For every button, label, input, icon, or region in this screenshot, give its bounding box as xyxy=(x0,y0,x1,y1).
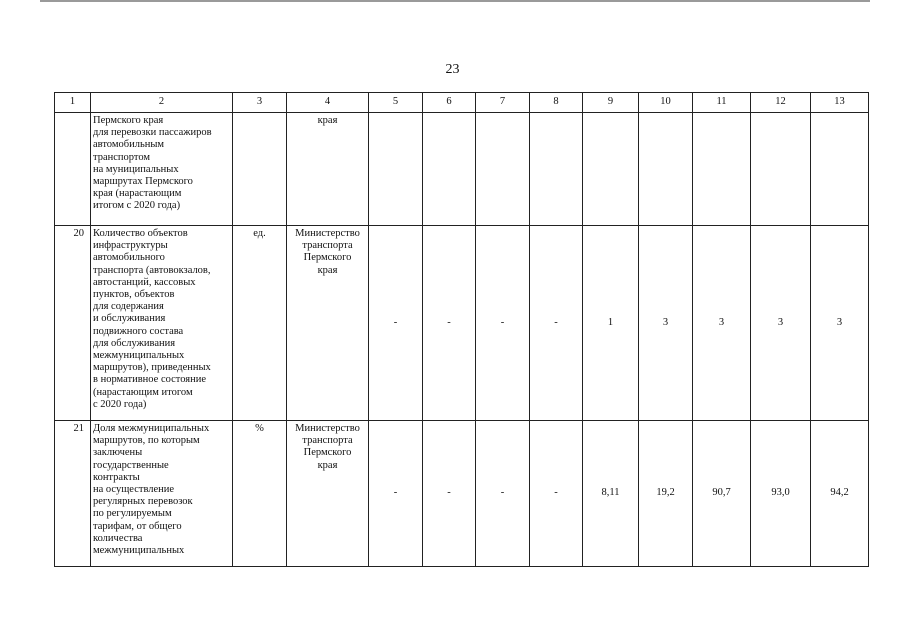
value-cell: 3 xyxy=(751,226,811,421)
value-cell xyxy=(811,113,869,226)
value-cell xyxy=(639,113,693,226)
table-row xyxy=(55,421,869,567)
header-cell: 11 xyxy=(693,93,751,113)
value-cell: - xyxy=(476,226,530,421)
value-cell: 1 xyxy=(583,226,639,421)
value-cell xyxy=(693,113,751,226)
value-cell xyxy=(530,113,583,226)
responsible-org: Министерство транспорта Пермского края xyxy=(287,421,369,567)
unit-cell: % xyxy=(233,421,287,567)
value-cell: 3 xyxy=(693,226,751,421)
indicator-name: Доля межмуниципальных маршрутов, по которым заключены государственные контракты на осуществление регулярных перевозок по регулируемым тарифам, от общего количества межмуниципальных xyxy=(91,421,233,567)
value-cell xyxy=(751,113,811,226)
responsible-org: Министерство транспорта Пермского края xyxy=(287,226,369,421)
row-number xyxy=(55,113,91,226)
value-cell xyxy=(369,113,423,226)
unit-cell xyxy=(233,113,287,226)
value-cell: - xyxy=(530,226,583,421)
value-cell: - xyxy=(369,421,423,567)
header-cell: 7 xyxy=(476,93,530,113)
header-cell: 9 xyxy=(583,93,639,113)
top-border-line xyxy=(40,0,870,2)
header-cell: 10 xyxy=(639,93,693,113)
indicator-name: Пермского края для перевозки пассажиров автомобильным транспортом на муниципальных маршрутах Пермского края (нарастающим итогом с 2020 года) xyxy=(91,113,233,226)
table-row xyxy=(55,226,869,421)
value-cell: - xyxy=(369,226,423,421)
page-number: 23 xyxy=(445,62,460,77)
indicators-table xyxy=(54,92,869,567)
responsible-org: края xyxy=(287,113,369,226)
value-cell: 8,11 xyxy=(583,421,639,567)
value-cell xyxy=(476,113,530,226)
value-cell xyxy=(583,113,639,226)
header-cell: 3 xyxy=(233,93,287,113)
value-cell: - xyxy=(423,421,476,567)
indicator-name: Количество объектов инфраструктуры автомобильного транспорта (автовокзалов, автостанций, кассовых пунктов, объектов для содержания и обслуживания подвижного состава для обслуживания межмуниципальных маршрутов), приведенных в нормативное состояние (нарастающим итогом с 2020 года) xyxy=(91,226,233,421)
header-cell: 5 xyxy=(369,93,423,113)
value-cell: 3 xyxy=(639,226,693,421)
value-cell: 3 xyxy=(811,226,869,421)
value-cell: - xyxy=(423,226,476,421)
header-cell: 6 xyxy=(423,93,476,113)
header-row xyxy=(55,93,869,113)
table-row xyxy=(55,113,869,226)
header-cell: 8 xyxy=(530,93,583,113)
header-cell: 4 xyxy=(287,93,369,113)
header-cell: 1 xyxy=(55,93,91,113)
value-cell: 19,2 xyxy=(639,421,693,567)
value-cell: 93,0 xyxy=(751,421,811,567)
value-cell: - xyxy=(530,421,583,567)
header-cell: 2 xyxy=(91,93,233,113)
row-number: 21 xyxy=(55,421,91,567)
header-cell: 12 xyxy=(751,93,811,113)
value-cell: 94,2 xyxy=(811,421,869,567)
row-number: 20 xyxy=(55,226,91,421)
value-cell xyxy=(423,113,476,226)
header-cell: 13 xyxy=(811,93,869,113)
unit-cell: ед. xyxy=(233,226,287,421)
value-cell: 90,7 xyxy=(693,421,751,567)
value-cell: - xyxy=(476,421,530,567)
